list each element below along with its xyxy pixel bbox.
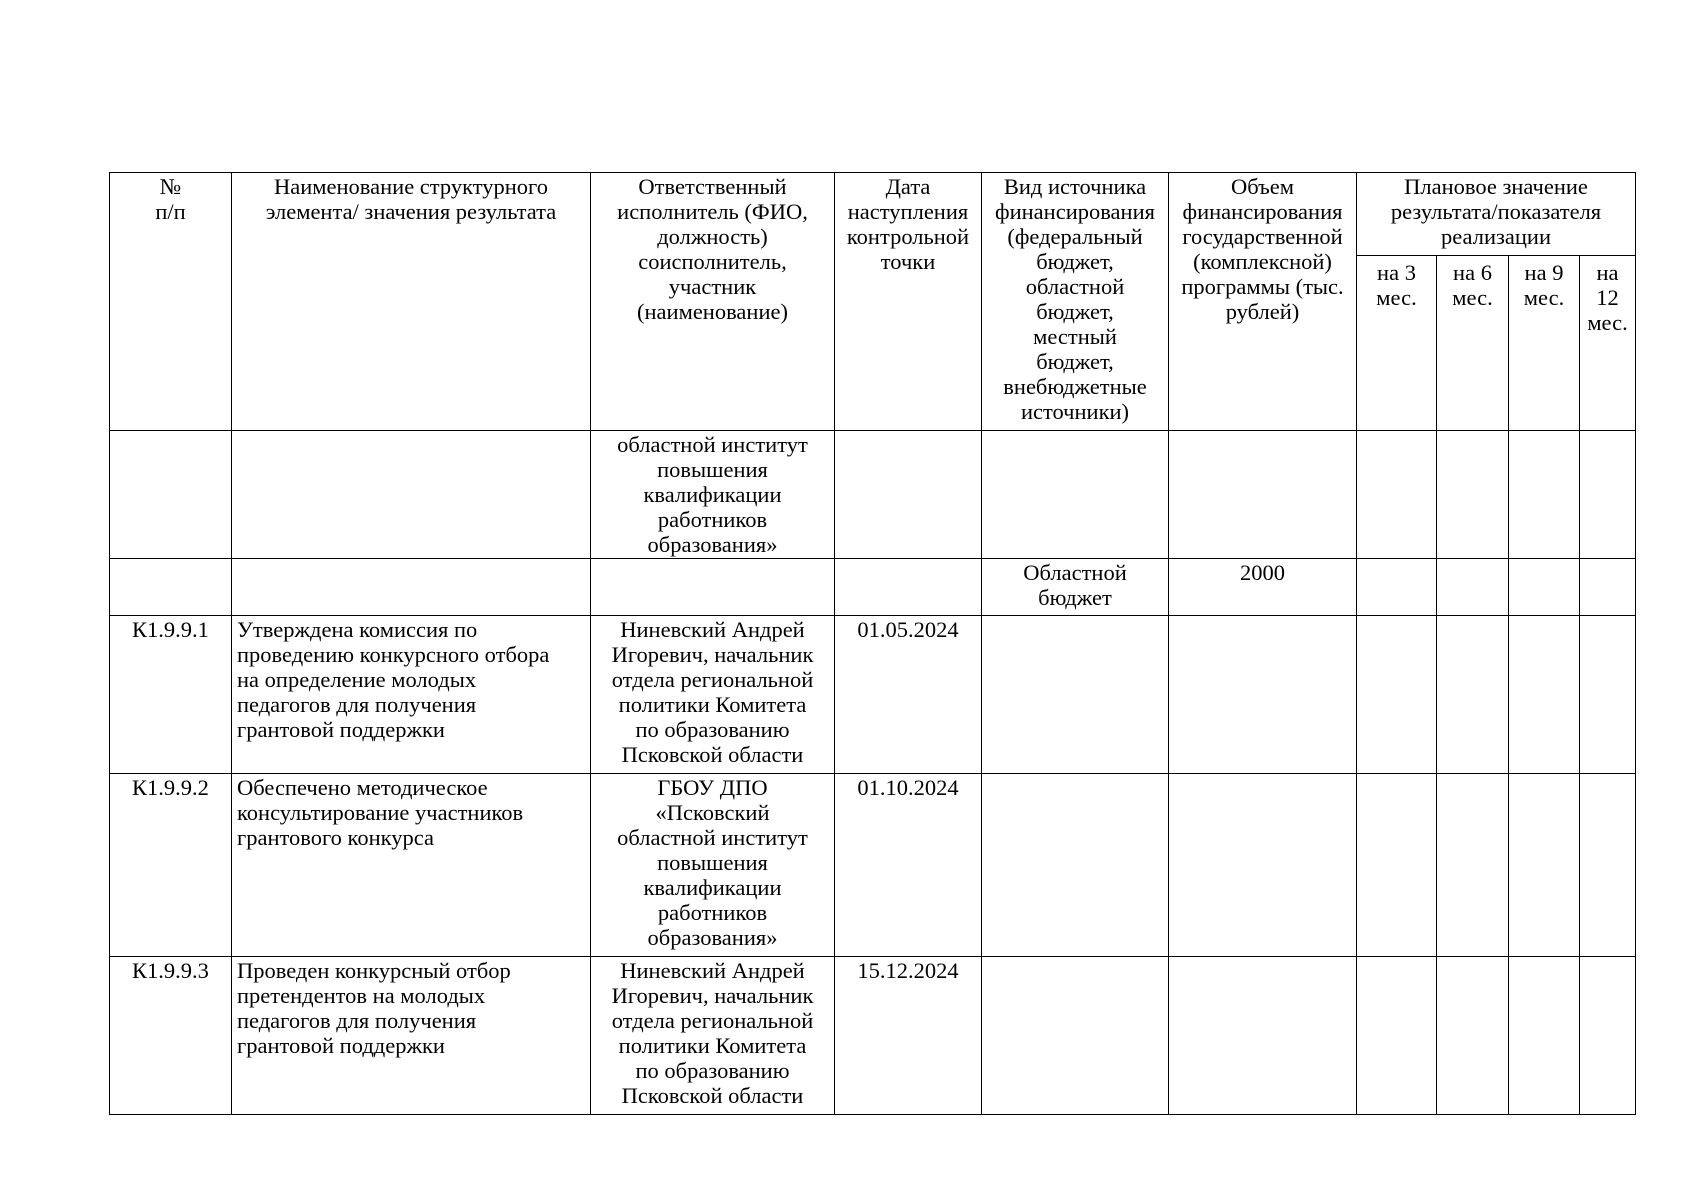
cell-number [110, 559, 232, 616]
cell-executor: Нинeвский Андрей Игоревич, начальник отдела региональной политики Комитета по образованию Псковской области [591, 957, 835, 1115]
cell-element-name: Обеспечено методическое консультирование участников грантового конкурса [232, 774, 591, 957]
cell-3-months [1357, 616, 1437, 774]
table-row [110, 616, 1636, 774]
cell-element-name [232, 431, 591, 559]
cell-funding-source [982, 616, 1169, 774]
cell-funding-source [982, 431, 1169, 559]
header-6-months: на 6 мес. [1437, 256, 1509, 431]
cell-number: К1.9.9.3 [110, 957, 232, 1115]
cell-date: 15.12.2024 [835, 957, 982, 1115]
cell-executor [591, 559, 835, 616]
cell-element-name [232, 559, 591, 616]
cell-funding-volume [1169, 957, 1357, 1115]
header-9-months: на 9 мес. [1509, 256, 1580, 431]
cell-date: 01.05.2024 [835, 616, 982, 774]
header-planned-value: Плановое значение результата/показателя реализации [1357, 173, 1636, 256]
header-12-months: на 12 мес. [1580, 256, 1636, 431]
header-element-name: Наименование структурного элемента/ значения результата [232, 173, 591, 431]
cell-executor: областной институт повышения квалификации работников образования» [591, 431, 835, 559]
cell-3-months [1357, 957, 1437, 1115]
cell-funding-volume [1169, 431, 1357, 559]
cell-funding-volume [1169, 774, 1357, 957]
table-row [110, 431, 1636, 559]
cell-6-months [1437, 559, 1509, 616]
plan-table [109, 172, 1636, 1115]
header-row [110, 173, 1636, 256]
cell-funding-volume [1169, 616, 1357, 774]
cell-9-months [1509, 431, 1580, 559]
cell-6-months [1437, 616, 1509, 774]
cell-12-months [1580, 559, 1636, 616]
cell-9-months [1509, 957, 1580, 1115]
cell-12-months [1580, 774, 1636, 957]
cell-12-months [1580, 957, 1636, 1115]
cell-number: К1.9.9.2 [110, 774, 232, 957]
cell-executor: Нинeвский Андрей Игоревич, начальник отдела региональной политики Комитета по образованию Псковской области [591, 616, 835, 774]
cell-12-months [1580, 616, 1636, 774]
header-executor: Ответственный исполнитель (ФИО, должность) соисполнитель, участник (наименование) [591, 173, 835, 431]
cell-3-months [1357, 559, 1437, 616]
cell-date [835, 559, 982, 616]
cell-6-months [1437, 774, 1509, 957]
cell-9-months [1509, 616, 1580, 774]
cell-element-name: Проведен конкурсный отбор претендентов на молодых педагогов для получения грантовой поддержки [232, 957, 591, 1115]
header-funding-volume: Объем финансирования государственной (комплексной) программы (тыс. рублей) [1169, 173, 1357, 431]
cell-number: К1.9.9.1 [110, 616, 232, 774]
table-row [110, 559, 1636, 616]
cell-9-months [1509, 559, 1580, 616]
cell-6-months [1437, 957, 1509, 1115]
cell-funding-volume: 2000 [1169, 559, 1357, 616]
cell-element-name: Утверждена комиссия по проведению конкурсного отбора на определение молодых педагогов для получения грантовой поддержки [232, 616, 591, 774]
header-funding-source: Вид источника финансирования (федеральный бюджет, областной бюджет, местный бюджет, внебюджетные источники) [982, 173, 1169, 431]
header-3-months: на 3 мес. [1357, 256, 1437, 431]
cell-number [110, 431, 232, 559]
header-checkpoint-date: Дата наступления контрольной точки [835, 173, 982, 431]
cell-date [835, 431, 982, 559]
cell-funding-source [982, 774, 1169, 957]
header-number: № п/п [110, 173, 232, 431]
cell-3-months [1357, 774, 1437, 957]
cell-9-months [1509, 774, 1580, 957]
cell-executor: ГБОУ ДПО «Псковский областной институт повышения квалификации работников образования» [591, 774, 835, 957]
cell-6-months [1437, 431, 1509, 559]
cell-12-months [1580, 431, 1636, 559]
cell-funding-source [982, 957, 1169, 1115]
table-row [110, 957, 1636, 1115]
cell-date: 01.10.2024 [835, 774, 982, 957]
table-row [110, 774, 1636, 957]
cell-3-months [1357, 431, 1437, 559]
cell-funding-source: Областной бюджет [982, 559, 1169, 616]
